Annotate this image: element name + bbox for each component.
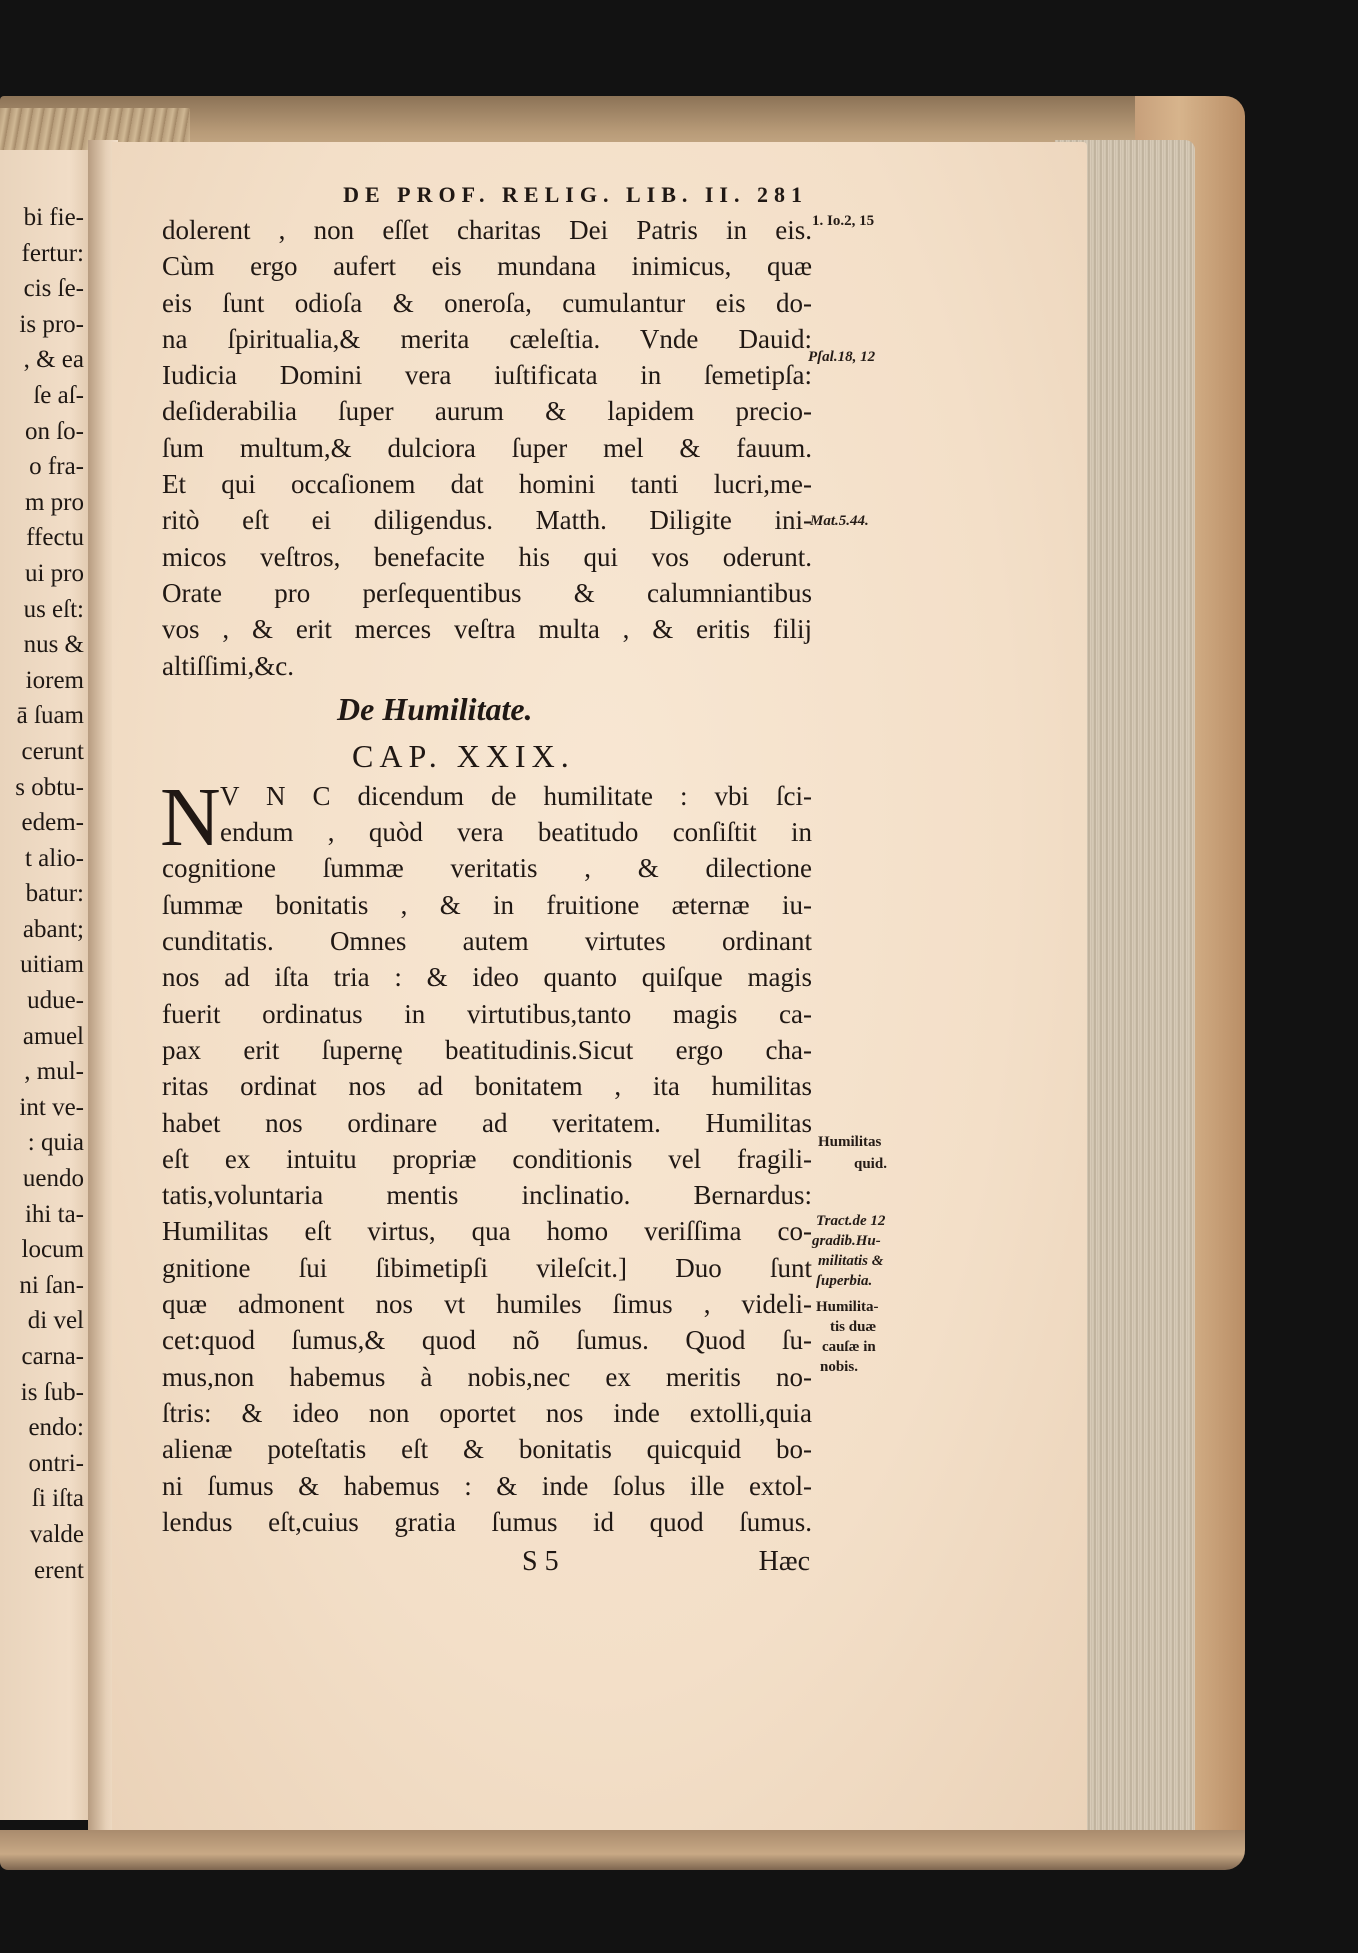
text-line: endum , quòd vera beatitudo conſiſtit in — [220, 817, 812, 848]
text-line: quæ admonent nos vt humiles ſimus , videli- — [162, 1289, 812, 1320]
left-fragment: ui pro — [24, 559, 84, 587]
left-fragment: is pro- — [19, 310, 84, 338]
left-fragment: , mul- — [24, 1058, 84, 1086]
text-line: fuerit ordinatus in virtutibus,tanto magis ca- — [162, 998, 812, 1029]
text-line: Iudicia Domini vera iuſtificata in ſemetipſa: — [162, 360, 812, 391]
main-text-block — [162, 178, 812, 1584]
left-fragment: uendo — [22, 1165, 84, 1193]
left-fragment: , & ea — [23, 346, 84, 374]
left-fragment: ſe aſ- — [33, 381, 84, 409]
text-line: micos veſtros, benefacite his qui vos oderunt. — [162, 541, 812, 572]
text-line: eſt ex intuitu propriæ conditionis vel fragili- — [162, 1143, 812, 1174]
text-line: habet nos ordinare ad veritatem. Humilitas — [162, 1107, 812, 1138]
left-fragment: us eſt: — [23, 595, 84, 623]
left-fragment: nus & — [23, 631, 84, 659]
margin-ref-matthew: Mat.5.44. — [810, 513, 869, 529]
text-line: cet:quod ſumus,& quod nõ ſumus. Quod ſu- — [162, 1325, 812, 1356]
left-fragment: amuel — [22, 1022, 84, 1050]
left-fragment: ſi iſta — [31, 1485, 84, 1513]
left-fragment: bi fie- — [23, 204, 84, 231]
text-line: altiſſimi,&c. — [162, 650, 294, 681]
text-line: Orate pro perſequentibus & calumniantibus — [162, 577, 812, 608]
signature-mark: S 5 — [522, 1546, 559, 1578]
book-cover-bottom — [0, 1830, 1245, 1870]
text-line: dolerent , non eſſet charitas Dei Patris in eis. — [162, 215, 812, 245]
left-fragment: cis ſe- — [23, 275, 84, 303]
left-fragment: : quia — [27, 1129, 84, 1157]
page-footer — [162, 1540, 812, 1584]
text-line: cognitione ſummæ veritatis , & dilectione — [162, 853, 812, 884]
text-line: ſum multum,& dulciora ſuper mel & fauum. — [162, 432, 812, 463]
text-line: pax erit ſupernę beatitudinis.Sicut ergo cha- — [162, 1034, 812, 1065]
margin-causae-2: tis duæ — [830, 1319, 877, 1335]
left-page-text-fragments — [0, 200, 84, 1588]
text-line: nos ad iſta tria : & ideo quanto quiſque magis — [162, 962, 812, 993]
left-fragment: o fra- — [29, 453, 84, 481]
left-fragment: ni ſan- — [19, 1271, 84, 1299]
left-fragment: m pro — [24, 488, 84, 516]
left-fragment: fertur: — [21, 239, 84, 267]
left-fragment: is ſub- — [20, 1378, 84, 1406]
text-line: eis ſunt odioſa & oneroſa, cumulantur eis do- — [162, 287, 812, 318]
text-line: ſummæ bonitatis , & in fruitione æternæ iu- — [162, 889, 812, 920]
left-fragment: endo: — [28, 1414, 84, 1442]
left-fragment: ā ſuam — [16, 702, 84, 730]
text-line: ritò eſt ei diligendus. Matth. Diligite ini- — [162, 505, 812, 536]
text-line: gnitione ſui ſibimetipſi vileſcit.] Duo ſunt — [162, 1252, 812, 1283]
left-fragment: locum — [21, 1236, 84, 1264]
text-line: Et qui occaſionem dat homini tanti lucri,me- — [162, 469, 812, 500]
chapter-opening — [160, 770, 812, 864]
text-line: Cùm ergo aufert eis mundana inimicus, quæ — [162, 251, 812, 282]
left-fragment: iorem — [25, 666, 84, 694]
text-line: cunditatis. Omnes autem virtutes ordinant — [162, 926, 812, 957]
left-fragment: uitiam — [20, 951, 84, 979]
margin-tract-3: militatis & — [818, 1253, 884, 1269]
left-fragment: udue- — [27, 987, 84, 1015]
left-fragment: di vel — [27, 1307, 84, 1335]
left-fragment: on ſo- — [24, 417, 84, 445]
chapter-label: CAP. XXIX. — [352, 737, 575, 774]
catchword: Hæc — [758, 1546, 810, 1578]
left-fragment: int ve- — [19, 1093, 84, 1121]
left-fragment: abant; — [22, 915, 84, 943]
text-line: ritas ordinat nos ad bonitatem , ita humilitas — [162, 1071, 812, 1102]
left-fragment: ffectu — [26, 524, 84, 552]
left-fragment: erent — [34, 1556, 84, 1584]
text-line: tatis,voluntaria mentis inclinatio. Bernardus: — [162, 1180, 812, 1211]
margin-tract-1: Tract.de 12 — [816, 1213, 886, 1229]
margin-humilitas-quid-1: Humilitas — [818, 1134, 882, 1150]
text-line: Humilitas eſt virtus, qua homo veriſſima co- — [162, 1216, 812, 1247]
left-fragment: batur: — [25, 880, 84, 908]
margin-ref-psalm: Pſal.18, 12 — [808, 349, 876, 365]
margin-tract-2: gradib.Hu- — [812, 1233, 881, 1249]
section-title: De Humilitate. — [337, 690, 533, 727]
running-head: DE PROF. RELIG. LIB. II. 281 — [343, 182, 808, 207]
text-line: ſtris: & ideo non oportet nos inde extolli,quia — [162, 1397, 812, 1428]
left-fragment: cerunt — [21, 737, 84, 765]
text-line: mus,non habemus à nobis,nec ex meritis no- — [162, 1361, 812, 1392]
text-line: lendus eſt,cuius gratia ſumus id quod ſumus. — [162, 1506, 812, 1537]
left-fragment: ihi ta- — [24, 1200, 84, 1228]
margin-humilitas-quid-2: quid. — [854, 1156, 887, 1172]
margin-ref-john: 1. Io.2, 15 — [812, 213, 875, 229]
left-fragment: valde — [29, 1520, 84, 1548]
text-line: V N C dicendum de humilitate : vbi ſci- — [220, 780, 812, 811]
text-line: ni ſumus & habemus : & inde ſolus ille extol- — [162, 1470, 812, 1501]
left-fragment: edem- — [21, 809, 84, 837]
text-line: na ſpiritualia,& merita cæleſtia. Vnde Dauid: — [162, 323, 812, 354]
margin-tract-4: ſuperbia. — [816, 1273, 873, 1289]
left-fragment: s obtu- — [15, 773, 84, 801]
text-line: vos , & erit merces veſtra multa , & eritis filij — [162, 614, 812, 645]
left-fragment: carna- — [21, 1343, 84, 1370]
margin-causae-1: Humilita- — [816, 1299, 879, 1315]
margin-causae-4: nobis. — [820, 1359, 858, 1375]
drop-cap: N — [160, 770, 221, 864]
left-fragment: t alio- — [24, 844, 84, 872]
margin-causae-3: cauſæ in — [822, 1339, 876, 1355]
left-fragment: ontri- — [28, 1449, 84, 1477]
text-line: deſiderabilia ſuper aurum & lapidem precio- — [162, 396, 812, 427]
text-line: alienæ poteſtatis eſt & bonitatis quicquid bo- — [162, 1434, 812, 1465]
